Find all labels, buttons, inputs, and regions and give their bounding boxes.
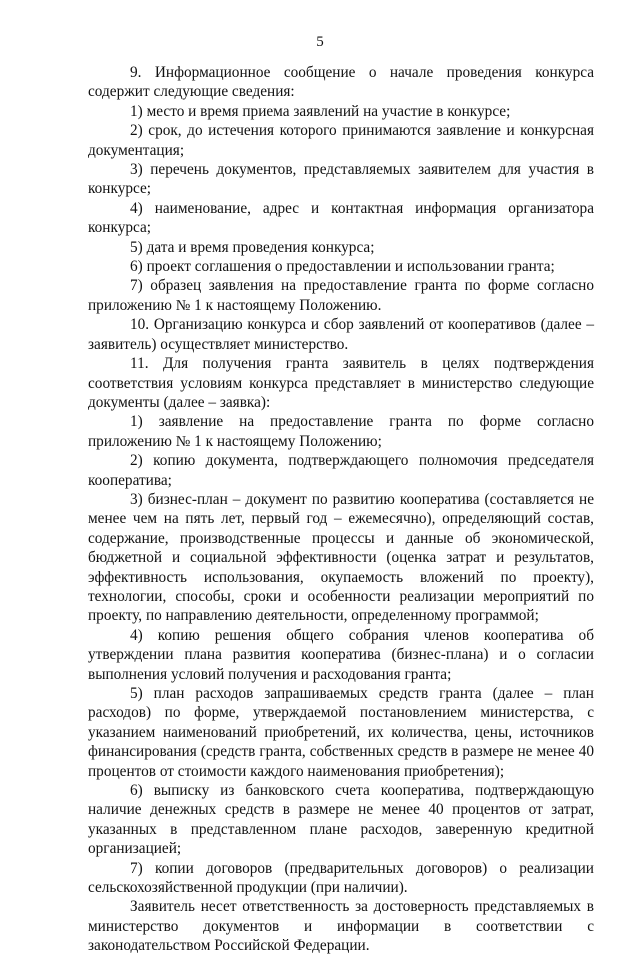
list-item: 3) бизнес-план – документ по развитию кооператива (составляется не менее чем на пять лет, первый год – ежемесячно), определяющий состав, содержание, производственные процессы и данные об экономической, бюджетной и социальной эффективности (оценка затрат и результатов, эффективность использования, окупаемость вложений по проекту), технологии, способы, сроки и особенности реализации мероприятий по проекту, по направлению деятельности, определенному программой; [88,490,594,625]
paragraph-11-intro: 11. Для получения гранта заявитель в целях подтверждения соответствия условиям конкурса представляет в министерство следующие документы (далее – заявка): [88,355,594,411]
page-number: 5 [316,34,324,50]
list-item: 7) образец заявления на предоставление гранта по форме согласно приложению № 1 к настоящему Положению. [88,277,594,314]
list-item: 6) выписку из банковского счета кооператива, подтверждающую наличие денежных средств в размере не менее 40 процентов от затрат, указанных в представленном плане расходов, заверенную кредитной организацией; [88,782,594,858]
list-item: 4) наименование, адрес и контактная информация организатора конкурса; [88,199,594,237]
document-body [88,63,594,956]
paragraph-10: 10. Организацию конкурса и сбор заявлений от кооперативов (далее – заявитель) осуществляет министерство. [88,316,594,353]
list-item: 4) копию решения общего собрания членов кооператива об утверждении плана развития кооператива (бизнес-плана) и о согласии выполнения условий получения и расходования гранта; [88,626,594,683]
list-item: 1) место и время приема заявлений на участие в конкурсе; [130,102,511,120]
list-item: 5) дата и время проведения конкурса; [130,238,375,256]
list-item: 5) план расходов запрашиваемых средств гранта (далее – план расходов) по форме, утверждаемой постановлением министерства, с указанием наименований приобретений, их количества, цены, источников финансирования (средств гранта, собственных средств в размере не менее 40 процентов от стоимости каждого наименования приобретения); [88,685,594,780]
paragraph-9-intro: 9. Информационное сообщение о начале проведения конкурса содержит следующие сведения: [88,64,594,101]
list-item: 6) проект соглашения о предоставлении и использовании гранта; [130,258,555,276]
responsibility-paragraph: Заявитель несет ответственность за достоверность представляемых в министерство документов и информации в соответствии с законодательством Российской Федерации. [88,898,594,955]
list-item: 2) копию документа, подтверждающего полномочия председателя кооператива; [88,452,594,489]
list-item: 3) перечень документов, представляемых заявителем для участия в конкурсе; [88,161,594,198]
list-item: 1) заявление на предоставление гранта по форме согласно приложению № 1 к настоящему Положению; [88,413,594,450]
list-item: 7) копии договоров (предварительных договоров) о реализации сельскохозяйственной продукции (при наличии). [88,859,594,897]
list-item: 2) срок, до истечения которого принимаются заявление и конкурсная документация; [88,122,594,159]
